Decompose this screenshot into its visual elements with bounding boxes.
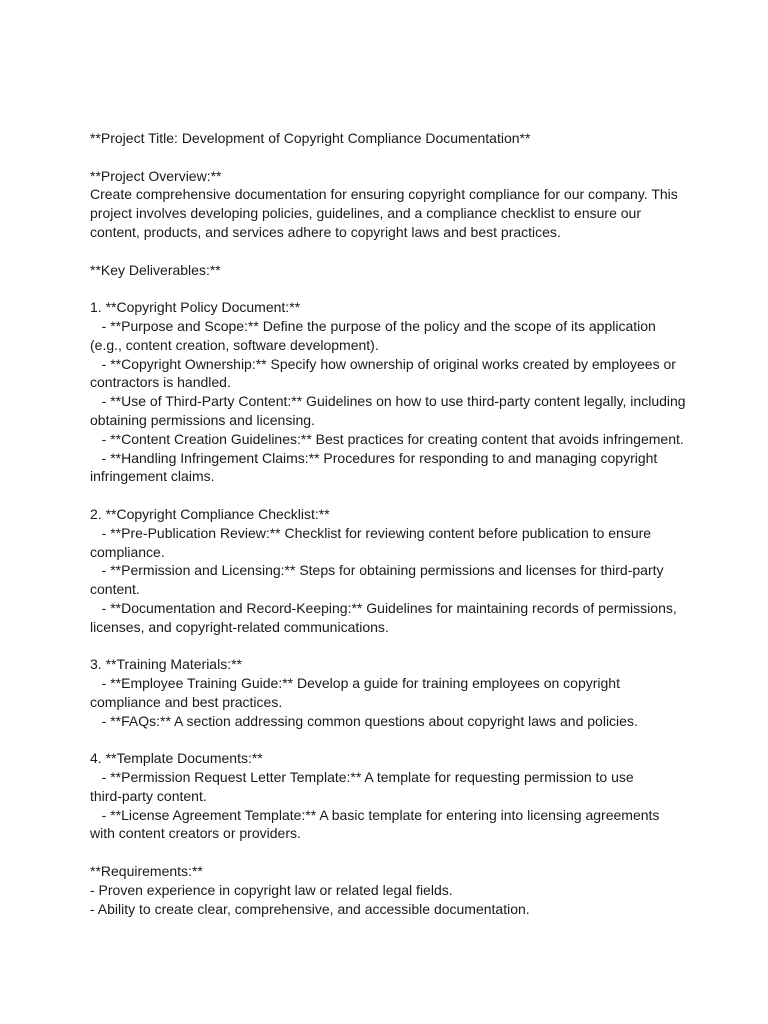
section-line: - **Copyright Ownership:** Specify how ownership of original works created by employees or	[90, 355, 676, 372]
spacer	[90, 637, 698, 656]
section-heading: 1. **Copyright Policy Document:**	[90, 299, 301, 316]
section-line: - **FAQs:** A section addressing common questions about copyright laws and policies.	[90, 712, 638, 729]
section-heading: 3. **Training Materials:**	[90, 656, 242, 673]
section-line: contractors is handled.	[90, 374, 231, 391]
spacer	[90, 279, 698, 298]
section-line: obtaining permissions and licensing.	[90, 411, 315, 428]
spacer	[90, 843, 698, 862]
overview-line: project involves developing policies, guidelines, and a compliance checklist to ensure our	[90, 205, 641, 222]
spacer	[90, 242, 698, 261]
deliverables-heading: **Key Deliverables:**	[90, 261, 221, 278]
section-line: - **Content Creation Guidelines:** Best practices for creating content that avoids infringement.	[90, 430, 684, 447]
requirement-item: - Ability to create clear, comprehensive, and accessible documentation.	[90, 900, 530, 917]
section-line: - **Purpose and Scope:** Define the purpose of the policy and the scope of its application	[90, 317, 656, 334]
spacer	[90, 486, 698, 505]
section-line: with content creators or providers.	[90, 825, 301, 842]
section-line: third-party content.	[90, 787, 207, 804]
section-heading: 2. **Copyright Compliance Checklist:**	[90, 505, 330, 522]
spacer	[90, 148, 698, 167]
section-line: compliance.	[90, 543, 165, 560]
overview-line: content, products, and services adhere to copyright laws and best practices.	[90, 223, 561, 240]
section-line: - **Documentation and Record-Keeping:** Guidelines for maintaining records of permissions,	[90, 599, 677, 616]
requirements-list	[90, 881, 698, 919]
section-line: (e.g., content creation, software development).	[90, 336, 379, 353]
project-title: **Project Title: Development of Copyright Compliance Documentation**	[90, 130, 531, 146]
section-line: licenses, and copyright-related communications.	[90, 618, 389, 635]
requirement-item: - Proven experience in copyright law or related legal fields.	[90, 881, 453, 898]
section-line: - **Handling Infringement Claims:** Procedures for responding to and managing copyright	[90, 449, 658, 466]
section-line: content.	[90, 581, 140, 598]
section-line: - **Pre-Publication Review:** Checklist for reviewing content before publication to ensure	[90, 524, 652, 541]
section-line: infringement claims.	[90, 468, 215, 485]
section-line: - **Permission Request Letter Template:** A template for requesting permission to use	[90, 769, 634, 786]
spacer	[90, 731, 698, 750]
section-line: - **Permission and Licensing:** Steps for obtaining permissions and licenses for third-party	[90, 562, 664, 579]
overview-line: Create comprehensive documentation for ensuring copyright compliance for our company. This	[90, 186, 678, 203]
overview-paragraph	[90, 185, 698, 241]
section-line: - **Employee Training Guide:** Develop a guide for training employees on copyright	[90, 675, 620, 692]
deliverable-section-1	[90, 298, 698, 486]
section-line: - **License Agreement Template:** A basic template for entering into licensing agreements	[90, 806, 660, 823]
section-line: - **Use of Third-Party Content:** Guidelines on how to use third-party content legally, including	[90, 393, 686, 410]
section-line: compliance and best practices.	[90, 693, 283, 710]
deliverable-section-3	[90, 655, 698, 730]
requirements-heading: **Requirements:**	[90, 863, 203, 880]
overview-heading: **Project Overview:**	[90, 167, 222, 184]
deliverable-section-4	[90, 749, 698, 843]
section-heading: 4. **Template Documents:**	[90, 750, 263, 767]
deliverable-section-2	[90, 505, 698, 637]
